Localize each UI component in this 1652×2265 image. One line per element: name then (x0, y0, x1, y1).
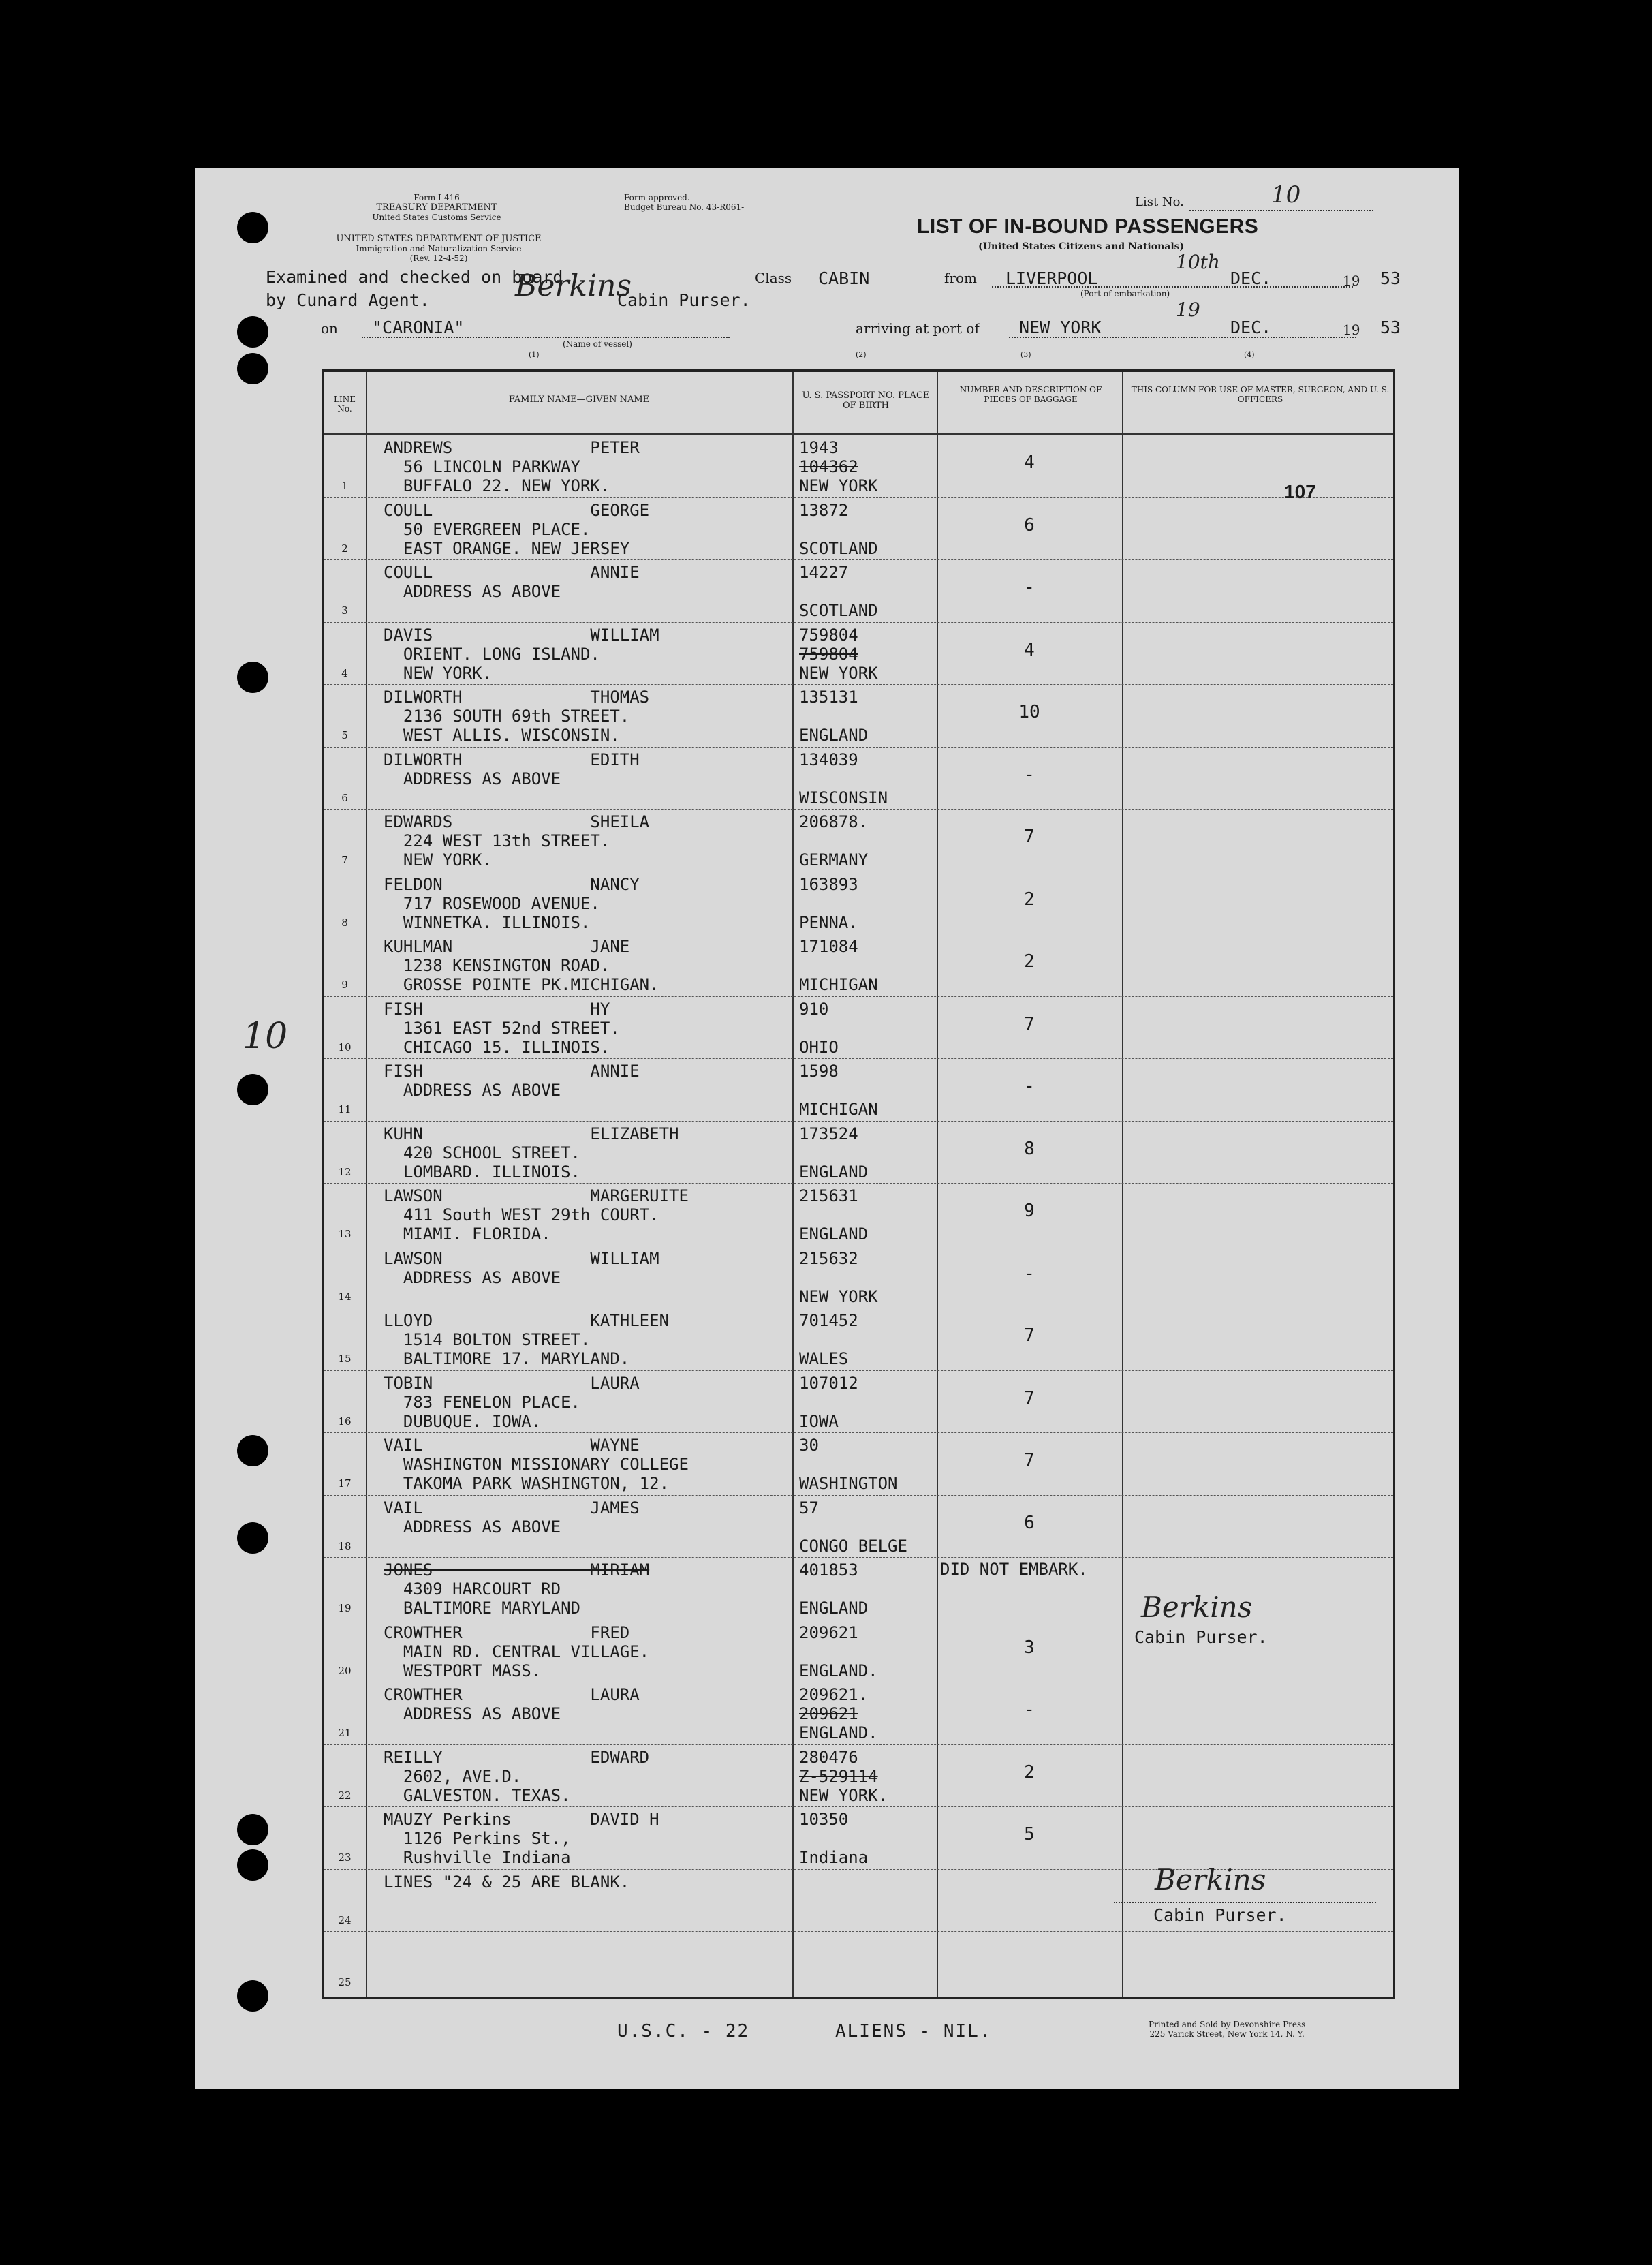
binder-hole (237, 212, 268, 243)
passport-number: 1943 (799, 438, 839, 457)
baggage-count: 7 (1024, 1325, 1035, 1346)
place-of-birth: NEW YORK. (799, 1785, 888, 1805)
binder-hole (237, 353, 268, 384)
passenger-address-1: 411 South WEST 29th COURT. (384, 1205, 659, 1224)
passenger-address-2: GALVESTON. TEXAS. (384, 1785, 571, 1805)
passenger-address-2: GROSSE POINTE PK.MICHIGAN. (384, 975, 659, 994)
line-number: 11 (338, 1103, 352, 1115)
passenger-address-1: 1126 Perkins St., (384, 1829, 571, 1848)
form-number: Form I-416 (414, 193, 460, 202)
passport-number: 171084 (799, 937, 858, 956)
passport-number-struck: Z-529114 (799, 1766, 878, 1786)
row-separator (324, 934, 1393, 935)
place-of-birth: PENNA. (799, 912, 858, 932)
baggage-count: - (1024, 764, 1035, 785)
place-of-birth: ENGLAND (799, 1599, 869, 1618)
ins-service: Immigration and Naturalization Service (356, 243, 522, 253)
row-separator (324, 1058, 1393, 1060)
baggage-count: 2 (1024, 1761, 1035, 1783)
passenger-address-1: 1238 KENSINGTON ROAD. (384, 956, 610, 975)
passport-number-struck: 104362 (799, 457, 858, 476)
baggage-count: 7 (1024, 1450, 1035, 1470)
passenger-name: JONES MIRIAM (384, 1560, 650, 1580)
passport-number: 173524 (799, 1124, 858, 1143)
row-separator (324, 747, 1393, 748)
col-divider (792, 372, 794, 1997)
col-header-passport: U. S. PASSPORT NO. PLACE OF BIRTH (802, 390, 930, 411)
cabin-purser-header: Cabin Purser. (617, 290, 751, 310)
baggage-count: 9 (1024, 1201, 1035, 1221)
from-value: LIVERPOOL (1006, 268, 1098, 288)
row-separator (324, 684, 1393, 685)
row-separator (324, 1121, 1393, 1122)
line-number: 23 (338, 1851, 352, 1864)
line-number: 20 (338, 1664, 352, 1677)
place-of-birth: SCOTLAND (799, 538, 878, 558)
place-of-birth: MICHIGAN (799, 1100, 878, 1119)
baggage-count: 10 (1018, 702, 1040, 722)
from-underline (992, 286, 1353, 288)
col-marker-3: (3) (1020, 350, 1031, 359)
row-separator (324, 1370, 1393, 1372)
class-value: CABIN (818, 268, 870, 288)
passenger-name: LAWSON MARGERUITE (384, 1186, 689, 1205)
customs-service: United States Customs Service (372, 212, 501, 222)
baggage-count: 5 (1024, 1824, 1035, 1845)
baggage-count: 6 (1024, 514, 1035, 536)
passenger-name: LINES "24 & 25 ARE BLANK. (384, 1872, 630, 1892)
list-no-label: List No. (1135, 195, 1184, 209)
passenger-address-1: ORIENT. LONG ISLAND. (384, 644, 600, 664)
row-separator (324, 809, 1393, 810)
passport-number: 701452 (799, 1311, 858, 1330)
form-info-block (348, 194, 525, 223)
passenger-address-1: ADDRESS AS ABOVE (384, 769, 561, 788)
line-number: 12 (338, 1165, 352, 1178)
passenger-address-1: MAIN RD. CENTRAL VILLAGE. (384, 1642, 650, 1661)
place-of-birth: ENGLAND (799, 1224, 869, 1244)
passenger-address-2: NEW YORK. (384, 663, 492, 683)
date2-month: DEC. (1230, 318, 1272, 337)
baggage-count: 7 (1024, 1387, 1035, 1408)
place-of-birth: SCOTLAND (799, 601, 878, 620)
row-separator (324, 1432, 1393, 1434)
signature-label-2: Cabin Purser. (1153, 1905, 1287, 1925)
passenger-name: DILWORTH EDITH (384, 750, 640, 769)
line-number: 14 (338, 1290, 352, 1303)
budget-bureau: Budget Bureau No. 43-R061- (624, 202, 745, 212)
passenger-address-2: LOMBARD. ILLINOIS. (384, 1162, 580, 1182)
passenger-address-1: 56 LINCOLN PARKWAY (384, 457, 580, 476)
revision: (Rev. 12-4-52) (409, 253, 468, 263)
passenger-name: CROWTHER FRED (384, 1622, 630, 1642)
date2-day: 19 (1176, 298, 1200, 321)
line-number: 4 (341, 666, 348, 679)
row-separator (324, 497, 1393, 499)
passenger-name: COULL ANNIE (384, 563, 640, 582)
baggage-count: - (1024, 1076, 1035, 1096)
passport-number: 206878. (799, 812, 869, 831)
examined-line-2: by Cunard Agent. (266, 290, 430, 310)
header-divider (324, 433, 1393, 435)
line-number: 21 (338, 1727, 352, 1739)
place-of-birth: WALES (799, 1349, 849, 1368)
baggage-count: 4 (1024, 452, 1035, 473)
place-of-birth: ENGLAND (799, 726, 869, 745)
passenger-name: VAIL JAMES (384, 1498, 640, 1517)
line-number: 15 (338, 1353, 352, 1365)
printer-line-2: 225 Varick Street, New York 14, N. Y. (1149, 2029, 1305, 2039)
passenger-address-2: Rushville Indiana (384, 1848, 571, 1867)
baggage-count: 7 (1024, 827, 1035, 847)
passenger-address-1: 224 WEST 13th STREET. (384, 831, 610, 850)
passport-number: 215631 (799, 1186, 858, 1205)
row-separator (324, 1994, 1393, 1995)
treasury-dept: TREASURY DEPARTMENT (376, 202, 497, 213)
binder-hole (237, 662, 268, 693)
binder-hole (237, 1522, 268, 1554)
arriving-underline (1009, 337, 1356, 338)
col-divider (366, 372, 367, 1997)
approval-block (624, 194, 744, 213)
footer-printer (1149, 2020, 1305, 2039)
row-separator (324, 1806, 1393, 1808)
passenger-name: KUHN ELIZABETH (384, 1124, 679, 1143)
passenger-address-2: NEW YORK. (384, 850, 492, 869)
passenger-address-1: 50 EVERGREEN PLACE. (384, 519, 591, 539)
passenger-address-1: 2602, AVE.D. (384, 1766, 522, 1786)
line-number: 22 (338, 1789, 352, 1802)
passport-number: 209621. (799, 1685, 869, 1704)
vessel-underline (362, 337, 730, 338)
vessel-name: "CARONIA" (372, 318, 465, 337)
year2-prefix: 19 (1343, 322, 1360, 338)
place-of-birth: Indiana (799, 1848, 869, 1867)
passenger-address-1: 783 FENELON PLACE. (384, 1392, 580, 1412)
passenger-address-2: WINNETKA. ILLINOIS. (384, 912, 591, 932)
baggage-count: DID NOT EMBARK. (940, 1560, 1088, 1579)
passport-number: 759804 (799, 625, 858, 645)
row-separator (324, 1495, 1393, 1496)
passenger-name: REILLY EDWARD (384, 1747, 650, 1767)
passenger-name: ANDREWS PETER (384, 438, 640, 457)
passport-number: 280476 (799, 1747, 858, 1767)
list-no-underline (1189, 210, 1373, 211)
passport-number-struck: 759804 (799, 644, 858, 664)
line-number: 19 (338, 1602, 352, 1614)
line-number: 10 (338, 1041, 352, 1053)
place-of-birth: IOWA (799, 1411, 839, 1431)
line-number: 17 (338, 1477, 352, 1490)
passport-number: 14227 (799, 563, 849, 582)
binder-hole (237, 1435, 268, 1466)
agent-signature: Berkins (515, 268, 632, 303)
row-separator (324, 1308, 1393, 1309)
passenger-name: DILWORTH THOMAS (384, 688, 650, 707)
line-number: 3 (341, 604, 348, 617)
passenger-address-1: 420 SCHOOL STREET. (384, 1143, 580, 1162)
line-number: 18 (338, 1539, 352, 1552)
col-header-line: LINE No. (334, 395, 356, 414)
row-separator (324, 622, 1393, 623)
passenger-address-1: ADDRESS AS ABOVE (384, 582, 561, 601)
passport-number: 209621 (799, 1622, 858, 1642)
signature-purser-2: Berkins (1155, 1863, 1266, 1896)
line-number: 13 (338, 1228, 352, 1240)
passport-number: 107012 (799, 1373, 858, 1393)
baggage-count: 6 (1024, 1512, 1035, 1533)
baggage-count: 2 (1024, 889, 1035, 910)
justice-dept: UNITED STATES DEPARTMENT OF JUSTICE (336, 234, 542, 244)
row-separator (324, 1931, 1393, 1932)
place-of-birth: WASHINGTON (799, 1474, 898, 1493)
binder-hole (237, 1980, 268, 2012)
passport-number: 134039 (799, 750, 858, 769)
line-number: 24 (338, 1913, 352, 1926)
col-marker-4: (4) (1244, 350, 1255, 359)
passport-number: 10350 (799, 1810, 849, 1829)
binder-hole (237, 316, 268, 348)
passenger-name: KUHLMAN JANE (384, 937, 630, 956)
officer-note: 107 (1284, 481, 1316, 502)
passport-number: 401853 (799, 1560, 858, 1580)
form-approved: Form approved. (624, 193, 690, 202)
baggage-count: 8 (1024, 1138, 1035, 1159)
binder-hole (237, 1849, 268, 1881)
passenger-address-2: TAKOMA PARK WASHINGTON, 12. (384, 1474, 670, 1493)
footer-usc: U.S.C. - 22 (617, 2021, 750, 2041)
baggage-count: 3 (1024, 1637, 1035, 1658)
place-of-birth: ENGLAND (799, 1162, 869, 1182)
signature-purser-1: Berkins (1141, 1590, 1253, 1624)
arriving-label: arriving at port of (856, 320, 980, 337)
row-separator (324, 1557, 1393, 1558)
page-subtitle: (United States Citizens and Nationals) (978, 241, 1185, 252)
col-marker-2: (2) (856, 350, 867, 359)
passenger-name: DAVIS WILLIAM (384, 625, 659, 645)
place-of-birth: NEW YORK (799, 476, 878, 495)
passenger-name: LLOYD KATHLEEN (384, 1311, 670, 1330)
signature-label-1: Cabin Purser. (1134, 1627, 1268, 1647)
passenger-name: EDWARDS SHEILA (384, 812, 650, 831)
passenger-address-1: 1514 BOLTON STREET. (384, 1330, 591, 1349)
col-divider (1122, 372, 1123, 1997)
col-header-officers: THIS COLUMN FOR USE OF MASTER, SURGEON, AND U. S. OFFICERS (1131, 385, 1390, 404)
place-of-birth: MICHIGAN (799, 975, 878, 994)
passenger-name: FELDON NANCY (384, 874, 640, 894)
passenger-address-2: CHICAGO 15. ILLINOIS. (384, 1037, 610, 1057)
baggage-count: 4 (1024, 639, 1035, 660)
place-of-birth: ENGLAND. (799, 1723, 878, 1742)
row-separator (324, 1183, 1393, 1184)
passenger-name: COULL GEORGE (384, 500, 650, 520)
col-divider (937, 372, 938, 1997)
justice-block (316, 234, 561, 264)
row-separator (324, 872, 1393, 873)
line-number: 7 (341, 854, 348, 866)
line-number: 1 (341, 480, 348, 492)
line-number: 2 (341, 542, 348, 555)
passport-number: 13872 (799, 500, 849, 520)
passenger-address-1: 1361 EAST 52nd STREET. (384, 1018, 620, 1038)
baggage-count: - (1024, 1699, 1035, 1720)
passenger-address-2: WESTPORT MASS. (384, 1661, 542, 1680)
passport-number-struck: 209621 (799, 1704, 858, 1723)
manifest-page (195, 168, 1459, 2089)
baggage-count: - (1024, 1263, 1035, 1284)
port-embark-note: (Port of embarkation) (1080, 289, 1170, 298)
place-of-birth: ENGLAND. (799, 1661, 878, 1680)
on-label: on (321, 320, 338, 337)
line-number: 8 (341, 916, 348, 929)
passenger-address-1: 2136 SOUTH 69th STREET. (384, 707, 630, 726)
class-label: Class (755, 270, 792, 286)
baggage-count: - (1024, 577, 1035, 598)
place-of-birth: NEW YORK (799, 1286, 878, 1306)
passenger-address-1: WASHINGTON MISSIONARY COLLEGE (384, 1455, 689, 1474)
line-number: 16 (338, 1415, 352, 1428)
baggage-count: 2 (1024, 951, 1035, 972)
col-header-name: FAMILY NAME—GIVEN NAME (508, 395, 650, 405)
place-of-birth: OHIO (799, 1037, 839, 1057)
year1-prefix: 19 (1343, 273, 1360, 289)
passenger-address-2: DUBUQUE. IOWA. (384, 1411, 542, 1431)
passport-number: 910 (799, 999, 829, 1019)
place-of-birth: GERMANY (799, 850, 869, 869)
passenger-name: VAIL WAYNE (384, 1436, 640, 1455)
place-of-birth: NEW YORK (799, 663, 878, 683)
passport-number: 215632 (799, 1248, 858, 1268)
binder-hole (237, 1814, 268, 1845)
passenger-name: CROWTHER LAURA (384, 1685, 640, 1704)
list-no-value: 10 (1271, 181, 1301, 209)
baggage-count: 7 (1024, 1013, 1035, 1034)
row-separator (324, 559, 1393, 561)
passenger-address-1: ADDRESS AS ABOVE (384, 1081, 561, 1100)
row-separator (324, 1744, 1393, 1746)
margin-note: 10 (243, 1016, 288, 1057)
line-number: 5 (341, 729, 348, 741)
place-of-birth: CONGO BELGE (799, 1536, 907, 1556)
passenger-table (322, 369, 1395, 1999)
passenger-address-1: 717 ROSEWOOD AVENUE. (384, 893, 600, 913)
date1-day: 10th (1176, 251, 1220, 273)
line-number: 6 (341, 791, 348, 804)
passenger-address-2: BALTIMORE MARYLAND (384, 1599, 580, 1618)
examined-line-1: Examined and checked on board (266, 267, 563, 287)
place-of-birth: WISCONSIN (799, 788, 888, 807)
passport-number: 57 (799, 1498, 819, 1517)
row-separator (324, 1682, 1393, 1683)
passenger-address-2: WEST ALLIS. WISCONSIN. (384, 726, 620, 745)
passenger-name: MAUZY Perkins DAVID H (384, 1810, 659, 1829)
passenger-address-2: BALTIMORE 17. MARYLAND. (384, 1349, 630, 1368)
passenger-address-1: ADDRESS AS ABOVE (384, 1517, 561, 1537)
printer-line-1: Printed and Sold by Devonshire Press (1149, 2020, 1306, 2029)
passenger-name: LAWSON WILLIAM (384, 1248, 659, 1268)
binder-hole (237, 1074, 268, 1105)
col-marker-1: (1) (529, 350, 540, 359)
col-header-baggage: NUMBER AND DESCRIPTION OF PIECES OF BAGGAGE (959, 385, 1102, 404)
passport-number: 163893 (799, 874, 858, 894)
year2: 53 (1380, 318, 1401, 337)
arriving-value: NEW YORK (1019, 318, 1102, 337)
passenger-address-2: MIAMI. FLORIDA. (384, 1224, 551, 1244)
passenger-name: FISH HY (384, 999, 610, 1019)
passenger-name: FISH ANNIE (384, 1062, 640, 1081)
row-separator (324, 1246, 1393, 1247)
passport-number: 30 (799, 1436, 819, 1455)
line-number: 25 (338, 1976, 352, 1988)
page-title: LIST OF IN-BOUND PASSENGERS (917, 215, 1259, 238)
year1: 53 (1380, 268, 1401, 288)
passport-number: 1598 (799, 1062, 839, 1081)
footer-aliens: ALIENS - NIL. (835, 2021, 992, 2041)
passport-number: 135131 (799, 688, 858, 707)
signature-line-2 (1114, 1902, 1376, 1903)
passenger-address-1: 4309 HARCOURT RD (384, 1580, 561, 1599)
date1-month: DEC. (1230, 268, 1272, 288)
passenger-address-1: ADDRESS AS ABOVE (384, 1267, 561, 1287)
row-separator (324, 996, 1393, 998)
line-number: 9 (341, 979, 348, 991)
passenger-name: TOBIN LAURA (384, 1373, 640, 1393)
vessel-note: (Name of vessel) (563, 339, 632, 349)
passenger-address-2: EAST ORANGE. NEW JERSEY (384, 538, 630, 558)
passenger-address-2: BUFFALO 22. NEW YORK. (384, 476, 610, 495)
passenger-address-1: ADDRESS AS ABOVE (384, 1704, 561, 1723)
from-label: from (944, 270, 977, 286)
